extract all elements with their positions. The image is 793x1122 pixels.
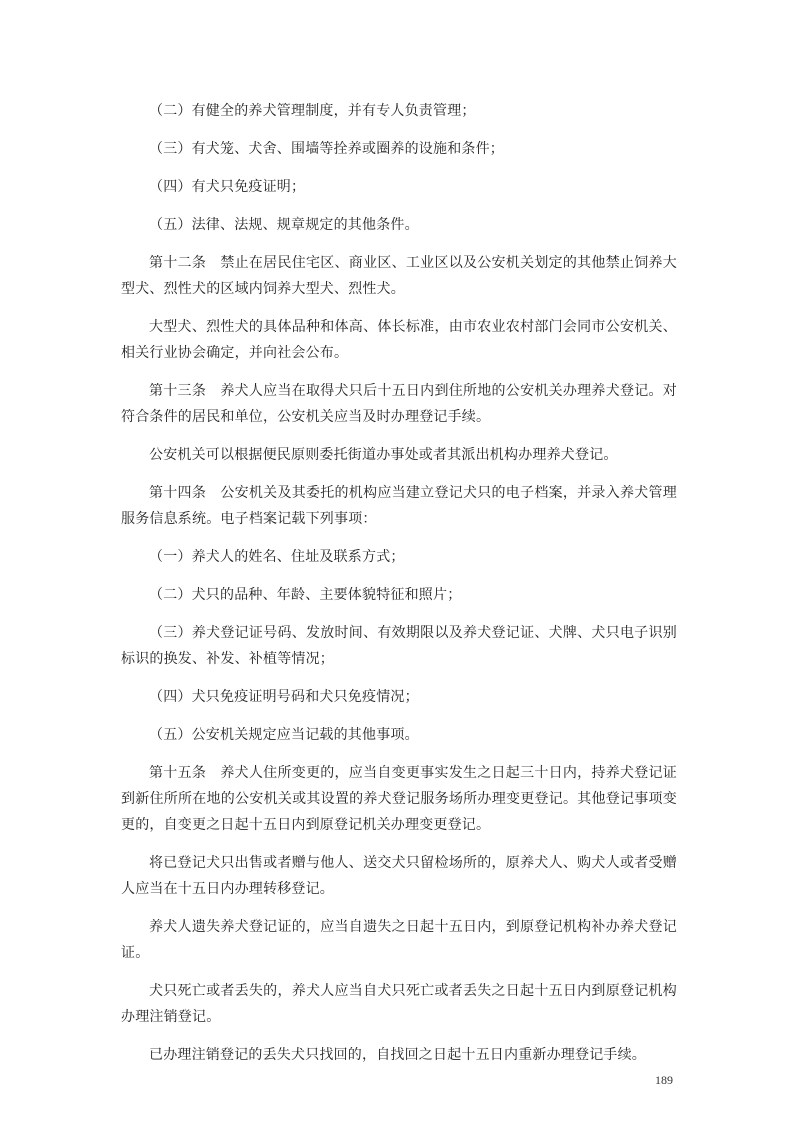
paragraph-item-2: （二）有健全的养犬管理制度，并有专人负责管理；	[149, 103, 476, 119]
paragraph-item-3: （三）有犬笼、犬舍、围墙等拴养或圈养的设施和条件；	[149, 141, 504, 157]
document-body	[121, 98, 677, 1080]
paragraph-record-item-2: （二）犬只的品种、年龄、主要体貌特征和照片；	[149, 587, 462, 603]
paragraph-re-registration: 已办理注销登记的丢失犬只找回的，自找回之日起十五日内重新办理登记手续。	[149, 1047, 646, 1063]
page-number: 189	[655, 1073, 673, 1087]
paragraph-lost-certificate: 养犬人遗失养犬登记证的，应当自遗失之日起十五日内，到原登记机构补办养犬登记证。	[121, 919, 677, 961]
paragraph-record-item-5: （五）公安机关规定应当记载的其他事项。	[149, 727, 419, 743]
paragraph-record-item-1: （一）养犬人的姓名、住址及联系方式；	[149, 549, 405, 565]
paragraph-article-15: 第十五条 养犬人住所变更的，应当自变更事实发生之日起三十日内，持养犬登记证到新住所所在地的公安机关或其设置的养犬登记服务场所办理变更登记。其他登记事项变更的，自变更之日起十五日内到原登记机关办理变更登记。	[121, 765, 677, 833]
paragraph-article-14: 第十四条 公安机关及其委托的机构应当建立登记犬只的电子档案，并录入养犬管理服务信息系统。电子档案记载下列事项：	[121, 485, 677, 527]
paragraph-record-item-3: （三）养犬登记证号码、发放时间、有效期限以及养犬登记证、犬牌、犬只电子识别标识的换发、补发、补植等情况；	[121, 625, 677, 667]
paragraph-article-12-standards: 大型犬、烈性犬的具体品种和体高、体长标准，由市农业农村部门会同市公安机关、相关行业协会确定，并向社会公布。	[121, 319, 677, 361]
paragraph-transfer-registration: 将已登记犬只出售或者赠与他人、送交犬只留检场所的，原养犬人、购犬人或者受赠人应当在十五日内办理转移登记。	[121, 855, 677, 897]
paragraph-item-5: （五）法律、法规、规章规定的其他条件。	[149, 217, 419, 233]
paragraph-article-12: 第十二条 禁止在居民住宅区、商业区、工业区以及公安机关划定的其他禁止饲养大型犬、烈性犬的区域内饲养大型犬、烈性犬。	[121, 255, 677, 297]
paragraph-article-13: 第十三条 养犬人应当在取得犬只后十五日内到住所地的公安机关办理养犬登记。对符合条件的居民和单位，公安机关应当及时办理登记手续。	[121, 383, 677, 425]
paragraph-item-4: （四）有犬只免疫证明；	[149, 179, 306, 195]
paragraph-record-item-4: （四）犬只免疫证明号码和犬只免疫情况；	[149, 689, 419, 705]
paragraph-cancellation: 犬只死亡或者丢失的，养犬人应当自犬只死亡或者丢失之日起十五日内到原登记机构办理注销登记。	[121, 983, 677, 1025]
paragraph-article-13-delegation: 公安机关可以根据便民原则委托街道办事处或者其派出机构办理养犬登记。	[149, 447, 618, 463]
